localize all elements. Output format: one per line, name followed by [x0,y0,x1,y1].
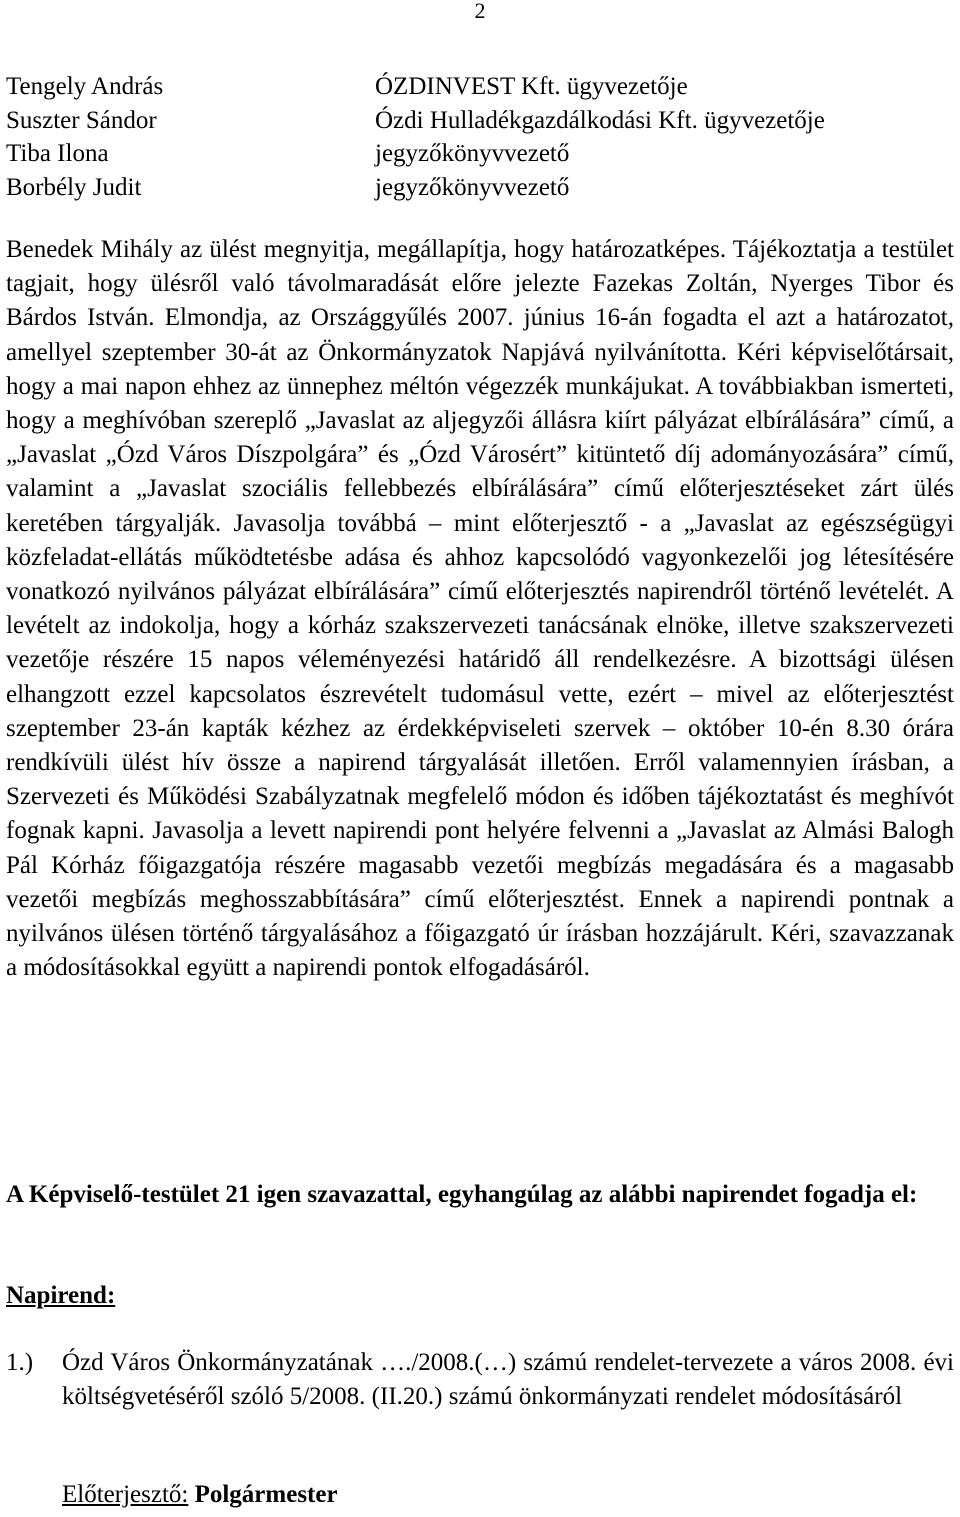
attendee-role: Ózdi Hulladékgazdálkodási Kft. ügyvezetője [375,106,825,134]
agenda-heading: Napirend: [6,1282,116,1309]
attendee-name: Borbély Judit [6,173,142,201]
attendee-name: Tiba Ilona [6,140,109,167]
agenda-item-text: Ózd Város Önkormányzatának …./2008.(…) számú rendelet-tervezete a város 2008. évi költségvetéséről szóló 5/2008. (II.20.) számú önkormányzati rendelet módosításáról [62,1349,954,1410]
minutes-body-paragraph: Benedek Mihály az ülést megnyitja, megállapítja, hogy határozatképes. Tájékoztatja a testület tagjait, hogy ülésről való távolmaradását előre jelezte Fazekas Zoltán, Nyerges Tibor és Bárdos István. Elmondja, az Országgyűlés 2007. június 16-án fogadta el azt a határozatot, amellyel szeptember 30-át az Önkormányzatok Napjává nyilvánította. Kéri képviselőtársait, hogy a mai napon ehhez az ünnephez méltón végezzék munkájukat. A továbbiakban ismerteti, hogy a meghívóban szereplő „Javaslat az aljegyzői állásra kiírt pályázat elbírálására” című, a „Javaslat „Ózd Város Díszpolgára” és „Ózd Városért” kitüntető díj adományozására” című, valamint a „Javaslat szociális fellebbezés elbírálására” című előterjesztéseket zárt ülés keretében tárgyalják. Javasolja továbbá – mint előterjesztő - a „Javaslat az egészségügyi közfeladat-ellátás működtetésbe adása és ahhoz kapcsolódó vagyonkezelői jog létesítésére vonatkozó nyilvános pályázat elbírálására” című előterjesztés napirendről történő levételét. A levételt az indokolja, hogy a kórház szakszervezeti tanácsának elnöke, illetve szakszervezeti vezetője részére 15 napos véleményezési határidő áll rendelkezésre. A bizottsági ülésen elhangzott ezzel kapcsolatos észrevételt tudomásul vette, ezért – mivel az előterjesztést szeptember 23-án kapták kézhez az érdekképviseleti szervek – október 10-én 8.30 órára rendkívüli ülést hív össze a napirend tárgyalását illetően. Erről valamennyien írásban, a Szervezeti és Működési Szabályzatnak megfelelő módon és időben tájékoztatást és meghívót fognak kapni. Javasolja a levett napirendi pont helyére felvenni a „Javaslat az Almási Balogh Pál Kórház főigazgatója részére magasabb vezetői megbízás megadására és a magasabb vezetői megbízás meghosszabbítására” című előterjesztést. Ennek a napirendi pontnak a nyilvános ülésen történő tárgyalásához a főigazgató úr írásban hozzájárult. Kéri, szavazzanak a módosításokkal együtt a napirendi pontok elfogadásáról. [6,236,954,982]
attendee-row [6,104,956,138]
page-number: 2 [474,0,486,23]
presenter-value: Polgármester [194,1481,338,1508]
attendee-row [6,171,956,205]
agenda-item-number: 1.) [6,1349,34,1376]
attendee-name: Suszter Sándor [6,106,157,134]
decision-statement: A Képviselő-testület 21 igen szavazattal, egyhangúlag az alábbi napirendet fogadja el: [6,1181,918,1208]
attendee-row [6,70,956,104]
attendee-role: jegyzőkönyvvezető [375,140,570,167]
attendee-list [6,70,956,204]
presenter-label: Előterjesztő: [62,1481,189,1508]
agenda-presenter [62,1478,338,1512]
attendee-role: ÓZDINVEST Kft. ügyvezetője [375,73,688,100]
attendee-row [6,137,956,171]
agenda-item [6,1346,954,1414]
attendee-role: jegyzőkönyvvezető [375,173,570,201]
attendee-name: Tengely András [6,73,164,100]
